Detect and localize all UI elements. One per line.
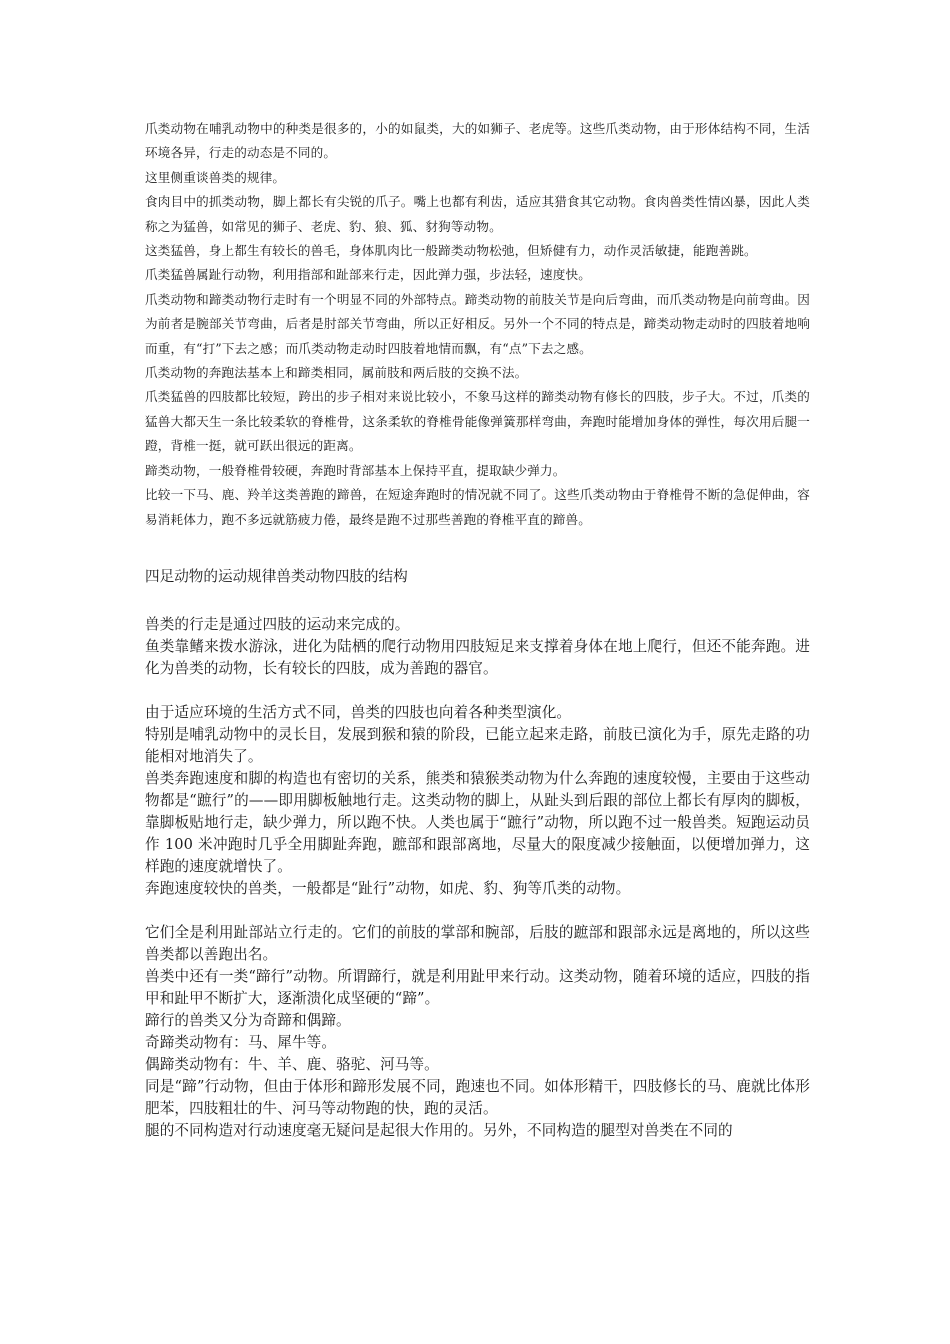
paragraph: 这类猛兽，身上都生有较长的兽毛，身体肌肉比一般蹄类动物松弛，但矫健有力，动作灵活敏捷，能跑善跳。 xyxy=(145,243,757,259)
paragraph: 偶蹄类动物有：牛、羊、鹿、骆驼、河马等。 xyxy=(145,1056,439,1073)
paragraph: 特别是哺乳动物中的灵长目，发展到猴和猿的阶段，已能立起来走路，前肢已演化为手，原先走路的功能相对地消失了。 xyxy=(145,726,810,765)
paragraph: 由于适应环境的生活方式不同，兽类的四肢也向着各种类型演化。 xyxy=(145,704,572,721)
paragraph: 蹄行的兽类又分为奇蹄和偶蹄。 xyxy=(145,1012,351,1029)
paragraph: 爪类动物在哺乳动物中的种类是很多的，小的如鼠类，大的如狮子、老虎等。这些爪类动物，由于形体结构不同，生活环境各异，行走的动态是不同的。 xyxy=(145,121,810,161)
paragraph: 爪类猛兽属趾行动物，利用指部和趾部来行走，因此弹力强，步法轻，速度快。 xyxy=(145,267,592,283)
paragraph: 爪类动物的奔跑法基本上和蹄类相同，属前肢和两后肢的交换不法。 xyxy=(145,365,528,381)
paragraph: 兽类的行走是通过四肢的运动来完成的。 xyxy=(145,616,410,633)
section-limb-structure xyxy=(145,614,810,1142)
section-heading: 四足动物的运动规律兽类动物四肢的结构 xyxy=(145,568,408,585)
paragraph: 这里侧重谈兽类的规律。 xyxy=(145,169,286,185)
paragraph: 它们全是利用趾部站立行走的。它们的前肢的掌部和腕部，后肢的蹠部和跟部永远是离地的，所以这些兽类都以善跑出名。 xyxy=(145,924,810,963)
paragraph: 蹄类动物，一般脊椎骨较硬，奔跑时背部基本上保持平直，提取缺少弹力。 xyxy=(145,462,566,478)
paragraph: 兽类中还有一类“蹄行”动物。所谓蹄行，就是利用趾甲来行动。这类动物，随着环境的适应，四肢的指甲和趾甲不断扩大，逐渐溃化成坚硬的“蹄”。 xyxy=(145,968,810,1007)
paragraph: 食肉目中的抓类动物，脚上都长有尖锐的爪子。嘴上也都有利齿，适应其猎食其它动物。食肉兽类性情凶暴，因此人类称之为猛兽，如常见的狮子、老虎、豹、狼、狐、豺狗等动物。 xyxy=(145,194,810,234)
paragraph: 奇蹄类动物有：马、犀牛等。 xyxy=(145,1034,337,1051)
paragraph: 鱼类靠鳍来拨水游泳，进化为陆栖的爬行动物用四肢短足来支撑着身体在地上爬行，但还不能奔跑。进化为兽类的动物，长有较长的四肢，成为善跑的器官。 xyxy=(145,638,810,677)
paragraph: 同是“蹄”行动物，但由于体形和蹄形发展不同，跑速也不同。如体形精干，四肢修长的马、鹿就比体形肥苯，四肢粗壮的牛、河马等动物跑的快，跑的灵活。 xyxy=(145,1078,810,1117)
paragraph: 兽类奔跑速度和脚的构造也有密切的关系，熊类和猿猴类动物为什么奔跑的速度较慢，主要由于这些动物都是“蹠行”的——即用脚板触地行走。这类动物的脚上，从趾头到后跟的部位上都长有厚肉的脚板，靠脚板贴地行走，缺少弹力，所以跑不快。人类也属于“蹠行”动物，所以跑不过一般兽类。短跑运动员作 100 米冲跑时几乎全用脚趾奔跑，蹠部和跟部离地，尽量大的限度减少接触面，以便增加弹力，这样跑的速度就增快了。 xyxy=(145,770,810,875)
paragraph: 比较一下马、鹿、羚羊这类善跑的蹄兽，在短途奔跑时的情况就不同了。这些爪类动物由于脊椎骨不断的急促伸曲，容易消耗体力，跑不多远就筋疲力倦，最终是跑不过那些善跑的脊椎平直的蹄兽。 xyxy=(145,487,810,527)
paragraph: 奔跑速度较快的兽类，一般都是“趾行”动物，如虎、豹、狗等爪类的动物。 xyxy=(145,880,631,897)
paragraph: 爪类动物和蹄类动物行走时有一个明显不同的外部特点。蹄类动物的前肢关节是向后弯曲，而爪类动物是向前弯曲。因为前者是腕部关节弯曲，后者是肘部关节弯曲，所以正好相反。另外一个不同的特点是，蹄类动物走动时的四肢着地响而重，有“打”下去之感；而爪类动物走动时四肢着地情而飘，有“点”下去之感。 xyxy=(145,291,810,356)
section-claw-animals xyxy=(145,117,810,532)
paragraph: 腿的不同构造对行动速度毫无疑问是起很大作用的。另外，不同构造的腿型对兽类在不同的 xyxy=(145,1122,733,1139)
paragraph: 爪类猛兽的四肢都比较短，跨出的步子相对来说比较小，不象马这样的蹄类动物有修长的四肢，步子大。不过，爪类的猛兽大都天生一条比较柔软的脊椎骨，这条柔软的脊椎骨能像弹簧那样弯曲，奔跑时能增加身体的弹性，每次用后腿一蹬，背椎一挺，就可跃出很远的距离。 xyxy=(145,389,810,454)
